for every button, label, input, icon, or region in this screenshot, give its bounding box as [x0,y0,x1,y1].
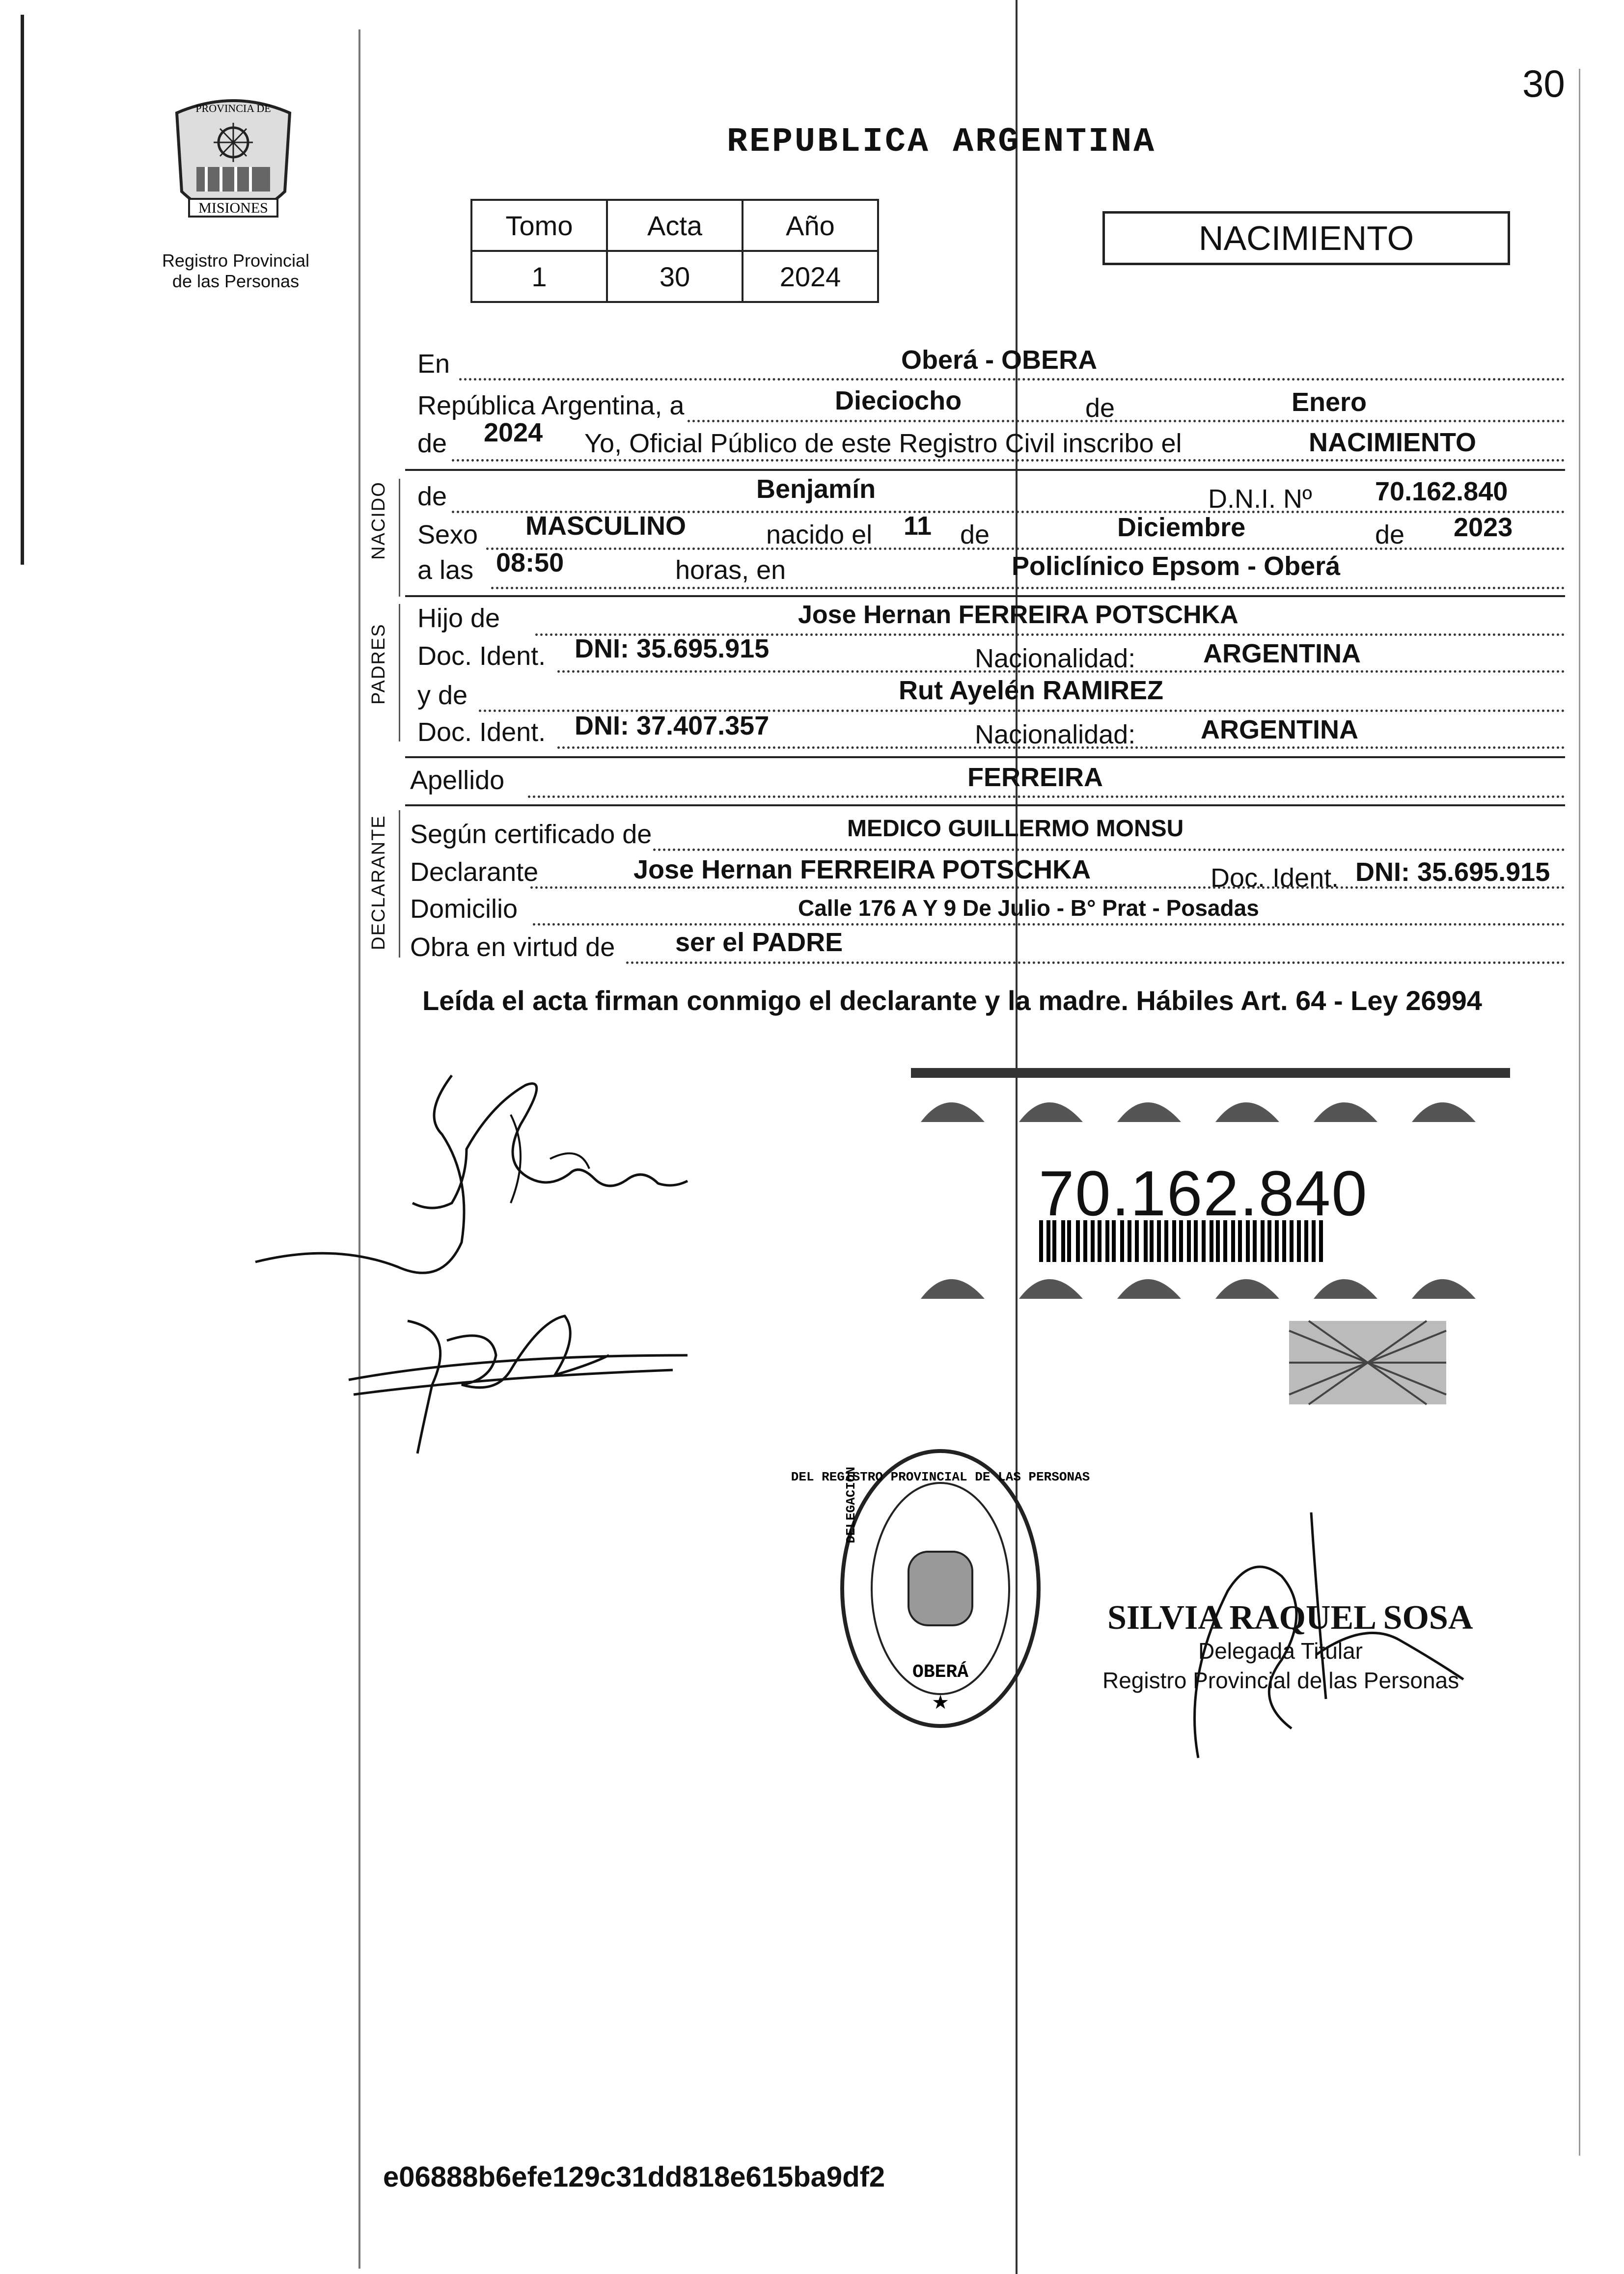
hora-value: 08:50 [496,548,564,577]
dotted-line [557,670,1565,673]
acto-value: NACIMIENTO [1309,428,1477,457]
en-label: En [417,349,450,379]
hijo-de-label: Hijo de [417,603,500,633]
document-title: REPUBLICA ARGENTINA [727,123,1156,162]
security-sticker [911,1068,1510,1309]
padre-doc-value: DNI: 35.695.915 [575,634,770,663]
declarante-doc-value: DNI: 35.695.915 [1355,857,1550,887]
acta-value: 30 [607,251,743,302]
section-bar [399,479,400,597]
dotted-line [533,923,1565,926]
dotted-line [528,795,1565,798]
closing-statement: Leída el acta firman conmigo el declarante y la madre. Hábiles Art. 64 - Ley 26994 [422,985,1482,1016]
madre-nac-label: Nacionalidad: [975,720,1136,749]
official-registry: Registro Provincial de las Personas [1102,1668,1459,1693]
dia-value: Dieciocho [835,386,962,415]
anio-label: Año [743,200,878,251]
left-binding-line [21,15,24,565]
right-edge-line [1579,69,1580,2156]
declarante-value: Jose Hernan FERREIRA POTSCHKA [633,855,1091,884]
security-number: 70.162.840 [1039,1157,1368,1229]
dotted-line [688,420,1565,422]
official-round-seal [791,1444,1090,1733]
segun-label: Según certificado de [410,820,652,849]
misiones-coat-of-arms-logo [162,93,304,236]
dotted-line [626,961,1565,964]
dotted-line [530,886,1565,889]
domicilio-value: Calle 176 A Y 9 De Julio - B° Prat - Posadas [798,895,1259,921]
madre-value: Rut Ayelén RAMIREZ [899,676,1164,705]
nacido-el-label: nacido el [766,520,873,549]
tomo-label: Tomo [471,200,607,251]
nombre-value: Benjamín [756,474,876,504]
certificado-value: MEDICO GUILLERMO MONSU [847,816,1184,842]
declarante-label: Declarante [410,857,539,887]
tomo-value: 1 [471,251,607,302]
section-divider [405,756,1565,758]
de2-label: de [417,429,447,458]
madre-doc-label: Doc. Ident. [417,717,546,747]
lugar-value: Oberá - OBERA [901,345,1098,375]
section-divider [405,804,1565,806]
nacido-mes-value: Diciembre [1117,513,1246,542]
section-divider [405,595,1565,597]
svg-text:MISIONES: MISIONES [198,200,268,216]
anio-value: 2024 [743,251,878,302]
yo-text: Yo, Oficial Público de este Registro Civil inscribo el [584,429,1182,458]
padres-section-label: PADRES [368,623,389,705]
declarant-signature [236,1056,727,1291]
sexo-value: MASCULINO [525,511,686,541]
de-label: de [1085,393,1115,423]
obra-label: Obra en virtud de [410,932,615,962]
madre-nac-value: ARGENTINA [1201,715,1358,744]
y-de-label: y de [417,681,468,710]
nacido-section-label: NACIDO [368,481,389,560]
madre-doc-value: DNI: 37.407.357 [575,711,770,740]
dotted-line [491,587,1565,589]
dotted-line [452,459,1565,462]
padre-value: Jose Hernan FERREIRA POTSCHKA [798,601,1239,629]
a-las-label: a las [417,555,474,585]
hologram-seal [1289,1321,1446,1404]
record-type-box: NACIMIENTO [1102,211,1510,265]
domicilio-label: Domicilio [410,894,518,924]
padre-nac-label: Nacionalidad: [975,644,1136,673]
republica-label: República Argentina, a [417,391,685,420]
nacido-lugar-value: Policlínico Epsom - Oberá [1012,551,1341,581]
nacido-anio-value: 2023 [1454,513,1513,542]
section-divider [405,469,1565,471]
acta-label: Acta [607,200,743,251]
nacido-de-label: de [417,482,447,511]
horas-en-label: horas, en [675,555,786,585]
dotted-line [459,378,1565,381]
dni-value: 70.162.840 [1375,477,1508,506]
dotted-line [557,746,1565,749]
svg-text:OBERÁ: OBERÁ [912,1662,969,1683]
nacido-de2-label: de [960,520,990,549]
logo-caption: Registro Provincial de las Personas [162,250,310,291]
mes-value: Enero [1292,387,1367,417]
declarante-section-label: DECLARANTE [368,815,389,950]
section-bar [399,604,400,741]
padre-nac-value: ARGENTINA [1203,639,1361,668]
registry-table [470,199,879,303]
svg-text:DEL REGISTRO PROVINCIAL DE LAS: DEL REGISTRO PROVINCIAL DE LAS PERSONAS [791,1470,1090,1484]
official-name: SILVIA RAQUEL SOSA [1107,1599,1473,1637]
obra-value: ser el PADRE [675,928,843,957]
intro-anio-value: 2024 [484,418,543,447]
page-number: 30 [1522,62,1565,105]
padre-doc-label: Doc. Ident. [417,641,546,671]
document-hash: e06888b6efe129c31dd818e615ba9df2 [383,2161,885,2193]
apellido-value: FERREIRA [967,763,1103,792]
declarante-doc-label: Doc. Ident. [1211,863,1339,893]
svg-text:PROVINCIA DE: PROVINCIA DE [195,102,271,114]
apellido-label: Apellido [410,766,505,795]
dotted-line [653,849,1565,851]
official-role: Delegada Titular [1198,1638,1363,1664]
dotted-line [486,548,1565,550]
section-bar [399,810,400,958]
mother-signature [334,1296,697,1458]
nacido-dia-value: 11 [904,511,932,541]
svg-text:DELEGACION: DELEGACION [844,1466,858,1544]
sexo-label: Sexo [417,520,478,549]
svg-text:★: ★ [932,1692,949,1713]
nacido-de3-label: de [1375,520,1405,549]
dni-label: D.N.I. Nº [1208,484,1312,514]
